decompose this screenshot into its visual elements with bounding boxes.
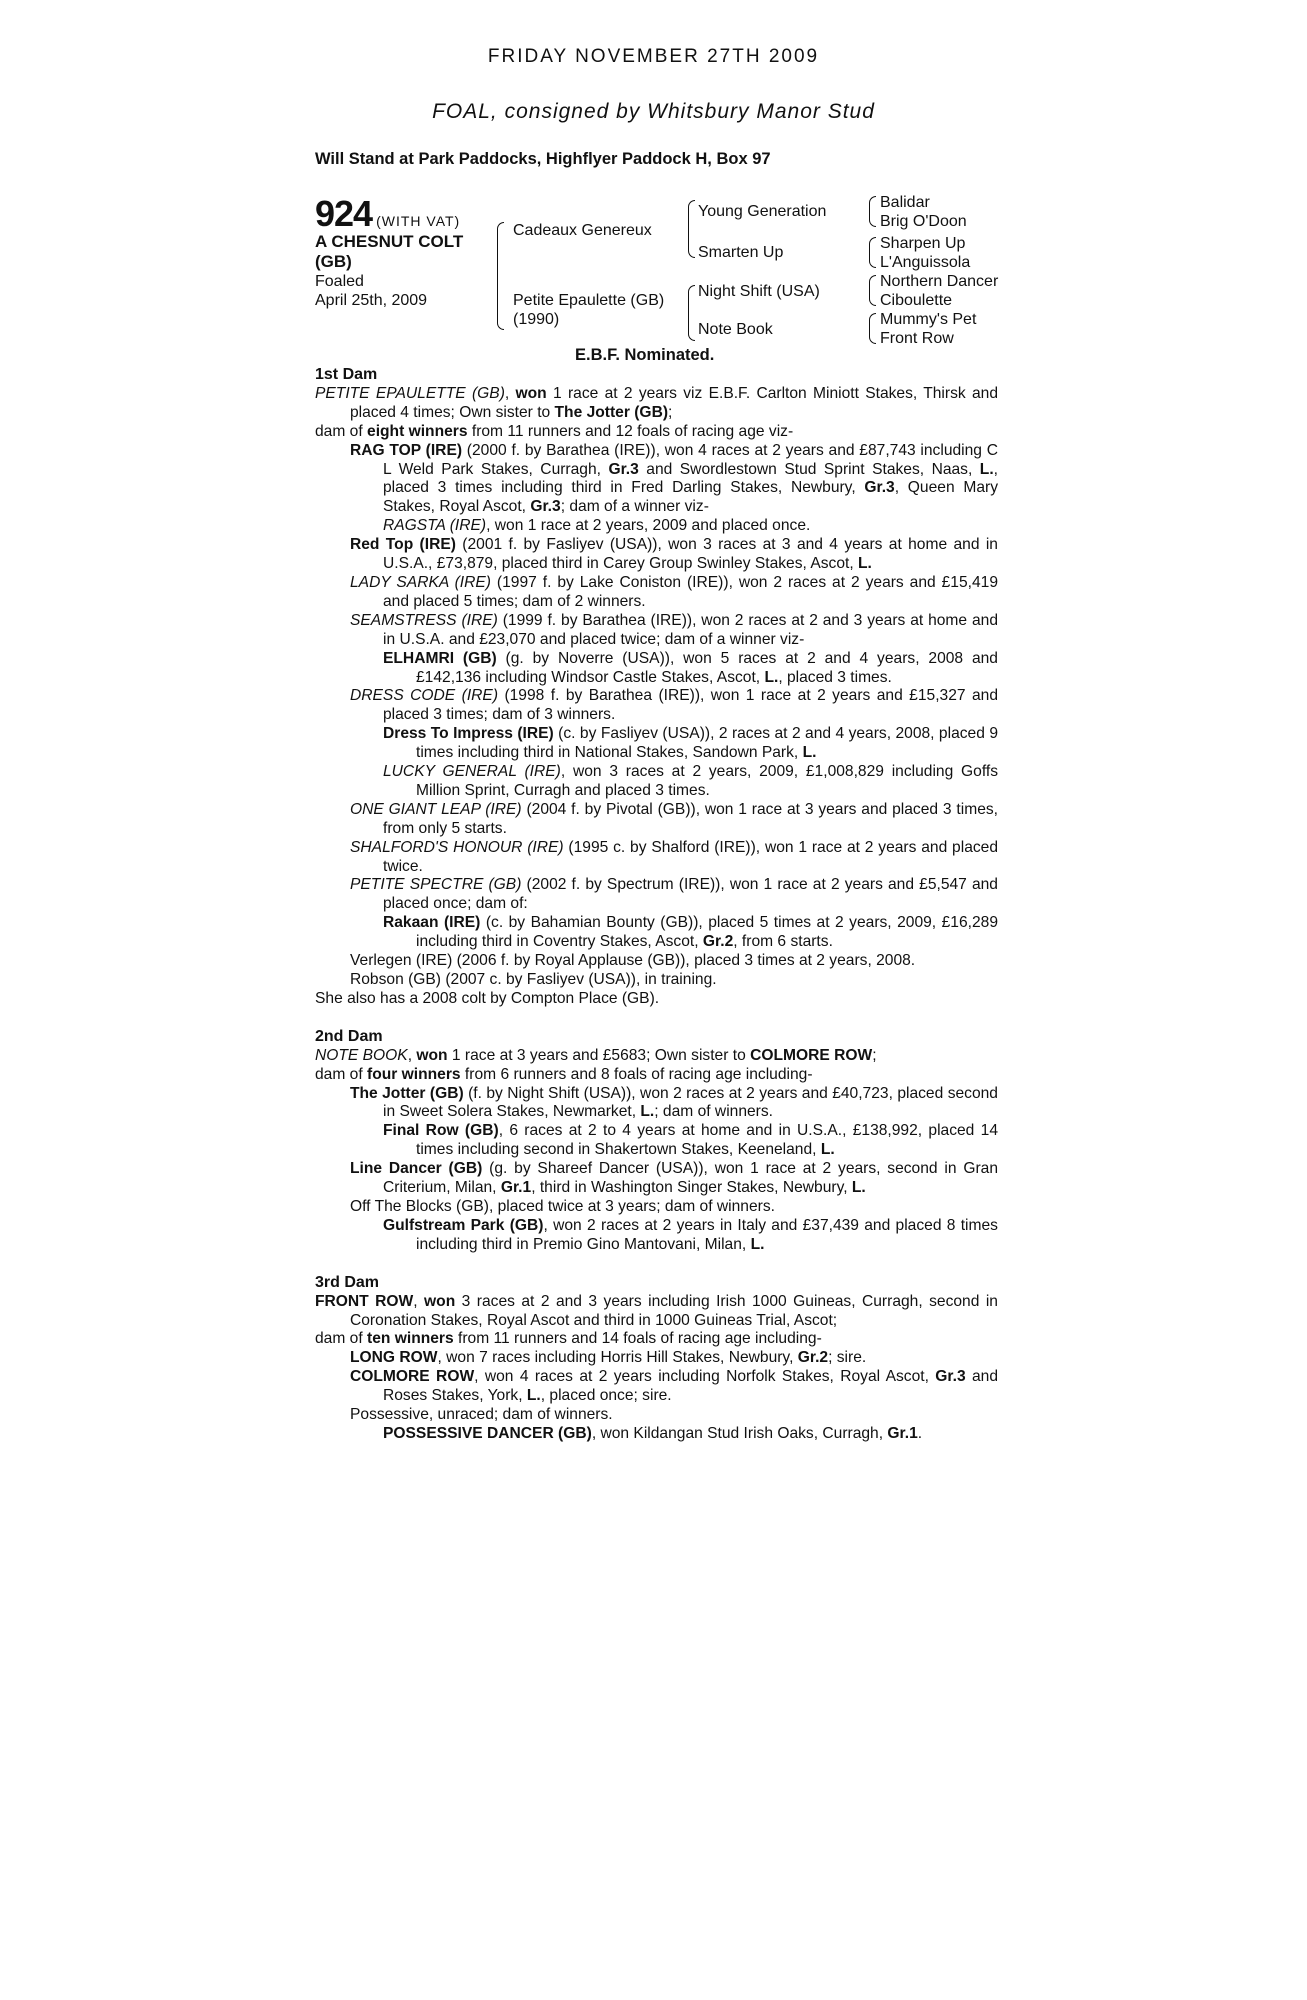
produce-line-dancer: Line Dancer (GB) (g. by Shareef Dancer (USA)), won 1 race at 2 years, second in Gran Criterium, Milan, Gr.1, third in Washington Singer Stakes, Newbury, L.: [350, 1160, 998, 1197]
pedigree-g7: Mummy's Pet: [880, 311, 977, 328]
produce-ragsta: RAGSTA (IRE), won 1 race at 2 years, 2009 and placed once.: [383, 517, 811, 535]
first-dam-entry: PETITE EPAULETTE (GB), won 1 race at 2 years viz E.B.F. Carlton Miniott Stakes, Thirsk and placed 4 times; Own sister to The Jotter (GB);: [315, 384, 998, 421]
vat-note: (WITH VAT): [376, 213, 461, 229]
pedigree-dam-line2: (1990): [513, 311, 560, 328]
pedigree-g3: Sharpen Up: [880, 235, 966, 252]
first-dam-summary: dam of eight winners from 11 runners and 12 foals of racing age viz-: [315, 422, 794, 440]
sale-date: FRIDAY NOVEMBER 27TH 2009: [487, 46, 820, 67]
produce-verlegen: Verlegen (IRE) (2006 f. by Royal Applause (GB)), placed 3 times at 2 years, 2008.: [350, 952, 916, 970]
stand-location: Will Stand at Park Paddocks, Highflyer Paddock H, Box 97: [315, 150, 771, 168]
produce-dress-code: DRESS CODE (IRE) (1998 f. by Barathea (IRE)), won 1 race at 2 years and £15,327 and placed 3 times; dam of 3 winners.: [350, 687, 998, 724]
produce-one-giant-leap: ONE GIANT LEAP (IRE) (2004 f. by Pivotal (GB)), won 1 race at 3 years and placed 3 times, from only 5 starts.: [350, 800, 999, 837]
pedigree-brace-g2: [869, 237, 876, 268]
foaled-info: [315, 272, 427, 310]
first-dam-heading: 1st Dam: [315, 366, 378, 383]
pedigree-brace-sire: [688, 200, 695, 258]
pedigree-sire-dam: Smarten Up: [698, 244, 784, 261]
produce-seamstress: SEAMSTRESS (IRE) (1999 f. by Barathea (IRE)), won 2 races at 2 and 3 years at home and in U.S.A. and £23,070 and placed twice; dam of a winner viz-: [350, 611, 998, 648]
third-dam-summary: dam of ten winners from 11 runners and 14 foals of racing age including-: [315, 1330, 822, 1348]
pedigree-dam-dam: Note Book: [698, 321, 773, 338]
produce-red-top: Red Top (IRE) (2001 f. by Fasliyev (USA)), won 3 races at 3 and 4 years at home and in U.S.A., £73,879, placed third in Carey Group Swinley Stakes, Ascot, L.: [350, 536, 998, 573]
produce-shalfords-honour: SHALFORD'S HONOUR (IRE) (1995 c. by Shalford (IRE)), won 1 race at 2 years and placed twice.: [350, 838, 999, 875]
pedigree-dam: [513, 291, 664, 329]
ebf-nominated: E.B.F. Nominated.: [575, 346, 715, 364]
pedigree-brace-main: [497, 222, 504, 330]
pedigree-dam-sire: Night Shift (USA): [698, 283, 820, 300]
pedigree-brace-dam: [688, 285, 695, 341]
pedigree-brace-g1: [869, 196, 876, 227]
second-dam-heading: 2nd Dam: [315, 1027, 383, 1045]
pedigree-g4: L'Anguissola: [880, 254, 971, 271]
pedigree-g2: Brig O'Doon: [880, 213, 967, 230]
produce-lady-sarka: LADY SARKA (IRE) (1997 f. by Lake Coniston (IRE)), won 2 races at 2 years and £15,419 and placed 5 times; dam of 2 winners.: [350, 573, 998, 610]
produce-rakaan: Rakaan (IRE) (c. by Bahamian Bounty (GB)), placed 5 times at 2 years, 2009, £16,289 including third in Coventry Stakes, Ascot, Gr.2, from 6 starts.: [383, 914, 998, 951]
pedigree-g6: Ciboulette: [880, 292, 953, 309]
second-dam-summary: dam of four winners from 6 runners and 8 foals of racing age including-: [315, 1065, 813, 1083]
produce-dress-to-impress: Dress To Impress (IRE) (c. by Fasliyev (USA)), 2 races at 2 and 4 years, 2008, placed 9 times including third in National Stakes, Sandown Park, L.: [383, 725, 998, 762]
horse-name-line2: (GB): [315, 252, 352, 271]
produce-final-row: Final Row (GB), 6 races at 2 to 4 years at home and in U.S.A., £138,992, placed 14 times including second in Shakertown Stakes, Keeneland, L.: [383, 1122, 999, 1159]
pedigree-g8: Front Row: [880, 330, 954, 347]
third-dam-heading: 3rd Dam: [315, 1273, 380, 1291]
lot-number: 924: [315, 193, 373, 234]
produce-long-row: LONG ROW, won 7 races including Horris Hill Stakes, Newbury, Gr.2; sire.: [350, 1349, 867, 1367]
pedigree-dam-line1: Petite Epaulette (GB): [513, 292, 665, 309]
pedigree-sire: Cadeaux Genereux: [513, 222, 652, 239]
produce-elhamri: ELHAMRI (GB) (g. by Noverre (USA)), won 5 races at 2 and 4 years, 2008 and £142,136 including Windsor Castle Stakes, Ascot, L., placed 3 times.: [383, 649, 998, 686]
produce-petite-spectre: PETITE SPECTRE (GB) (2002 f. by Spectrum (IRE)), won 1 race at 2 years and £5,547 and placed once; dam of:: [350, 876, 998, 913]
horse-name-line1: A CHESNUT COLT: [315, 232, 464, 251]
produce-lucky-general: LUCKY GENERAL (IRE), won 3 races at 2 years, 2009, £1,008,829 including Goffs Million Sprint, Curragh and placed 3 times.: [383, 763, 998, 799]
produce-the-jotter: The Jotter (GB) (f. by Night Shift (USA)), won 2 races at 2 years and £40,723, placed second in Sweet Solera Stakes, Newmarket, L.; dam of winners.: [350, 1084, 998, 1121]
third-dam-entry: FRONT ROW, won 3 races at 2 and 3 years including Irish 1000 Guineas, Curragh, second in Coronation Stakes, Royal Ascot and third in 1000 Guineas Trial, Ascot;: [315, 1292, 998, 1329]
produce-rag-top: RAG TOP (IRE) (2000 f. by Barathea (IRE)), won 4 races at 2 years and £87,743 including C L Weld Park Stakes, Curragh, Gr.3 and Swordlestown Stud Sprint Stakes, Naas, L., placed 3 times including third in Fred Darling Stakes, Newbury, Gr.3, Queen Mary Stakes, Royal Ascot, Gr.3; dam of a winner viz-: [350, 441, 998, 516]
foaled-date: April 25th, 2009: [315, 292, 428, 309]
produce-possessive-dancer: POSSESSIVE DANCER (GB), won Kildangan Stud Irish Oaks, Curragh, Gr.1.: [383, 1424, 923, 1442]
pedigree-brace-g4: [869, 313, 876, 344]
pedigree-g5: Northern Dancer: [880, 273, 999, 290]
produce-possessive: Possessive, unraced; dam of winners.: [350, 1406, 613, 1424]
pedigree-brace-g3: [869, 275, 876, 306]
produce-off-the-blocks: Off The Blocks (GB), placed twice at 3 years; dam of winners.: [350, 1197, 775, 1215]
second-dam-entry: NOTE BOOK, won 1 race at 3 years and £5683; Own sister to COLMORE ROW;: [315, 1046, 877, 1064]
produce-record: [315, 366, 998, 1444]
foaled-label: Foaled: [315, 273, 364, 290]
produce-robson: Robson (GB) (2007 c. by Fasliyev (USA)), in training.: [350, 971, 717, 988]
pedigree-g1: Balidar: [880, 194, 930, 211]
horse-name: [315, 232, 485, 272]
consignment-line: FOAL, consigned by Whitsbury Manor Stud: [432, 100, 875, 123]
produce-gulfstream-park: Gulfstream Park (GB), won 2 races at 2 years in Italy and £37,439 and placed 8 times including third in Premio Gino Mantovani, Milan, L.: [383, 1216, 998, 1253]
produce-colmore-row: COLMORE ROW, won 4 races at 2 years including Norfolk Stakes, Royal Ascot, Gr.3 and Roses Stakes, York, L., placed once; sire.: [350, 1368, 998, 1405]
lot-header: [315, 193, 460, 235]
pedigree-sire-sire: Young Generation: [698, 203, 827, 220]
produce-2008-colt: She also has a 2008 colt by Compton Place (GB).: [315, 989, 660, 1007]
